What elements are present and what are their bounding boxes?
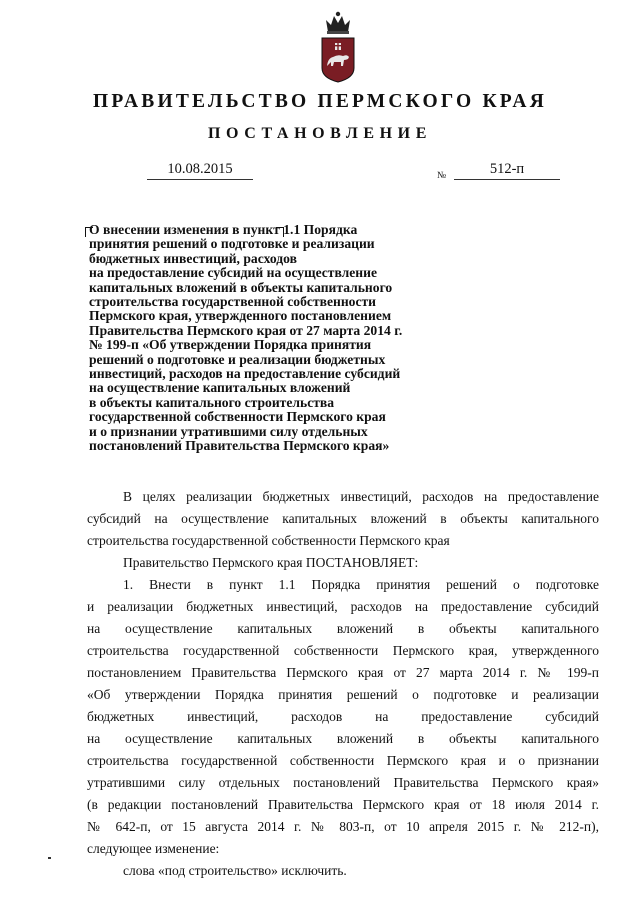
number-label: №	[437, 171, 447, 181]
subject-line: Правительства Пермского края от 27 марта 2014 г.	[89, 322, 403, 338]
paragraph-resolution	[87, 552, 599, 574]
subject-line: инвестиций, расходов на предоставление субсидий	[89, 366, 401, 382]
paragraph-item-1	[87, 574, 599, 860]
subject-line: государственной собственности Пермского края	[89, 409, 386, 425]
body-line: (в редакции постановлений Правительства Пермского края от 18 июля 2014 г.	[87, 797, 599, 812]
document-body	[87, 486, 599, 882]
document-type-title: ПОСТАНОВЛЕНИЕ	[208, 125, 432, 142]
subject-line: и о признании утратившими силу отдельных	[89, 423, 368, 439]
body-line: № 642-п, от 15 августа 2014 г. № 803-п, от 10 апреля 2015 г. № 212-п),	[87, 819, 599, 834]
subject-line: на осуществление капитальных вложений	[89, 380, 351, 396]
subject-line: в объекты капитального строительства	[89, 394, 335, 410]
body-line: «Об утверждении Порядка принятия решений о подготовке и реализации	[87, 687, 599, 702]
body-line: следующее изменение:	[87, 841, 220, 856]
subject-line: № 199-п «Об утверждении Порядка принятия	[89, 337, 372, 353]
document-subject	[89, 223, 479, 454]
body-line: на осуществление капитальных вложений в объекты капитального	[87, 621, 599, 636]
body-line: В целях реализации бюджетных инвестиций, расходов на предоставление	[123, 489, 599, 504]
coat-of-arms-icon	[319, 10, 357, 84]
subject-line: решений о подготовке и реализации бюджетных	[89, 351, 386, 367]
subject-line: на предоставление субсидий на осуществление	[89, 265, 377, 281]
body-line: строительства государственной собственности Пермского края и о признании	[87, 753, 599, 768]
body-line: слова «под строительство» исключить.	[123, 863, 347, 878]
organization-title: ПРАВИТЕЛЬСТВО ПЕРМСКОГО КРАЯ	[93, 91, 547, 112]
subject-line: капитальных вложений в объекты капитального	[89, 279, 393, 295]
subject-line: О внесении изменения в пункт 1.1 Порядка	[89, 222, 358, 237]
document-number: 512-п	[454, 161, 560, 180]
body-line: и реализации бюджетных инвестиций, расходов на предоставление субсидий	[87, 599, 599, 614]
subject-line: Пермского края, утвержденного постановлением	[89, 308, 392, 324]
document-date: 10.08.2015	[147, 161, 253, 180]
subject-line: строительства государственной собственности	[89, 294, 376, 310]
scan-speck	[48, 857, 51, 859]
paragraph-item-1-text	[87, 860, 599, 882]
body-line: строительства государственной собственности Пермского края	[87, 533, 450, 548]
body-line: 1. Внести в пункт 1.1 Порядка принятия решений о подготовке	[123, 577, 599, 592]
body-line: строительства государственной собственности Пермского края, утвержденного	[87, 643, 599, 658]
body-line: утратившими силу отдельных постановлений Правительства Пермского края»	[87, 775, 599, 790]
subject-line: бюджетных инвестиций, расходов	[89, 250, 297, 266]
body-line: постановлением Правительства Пермского края от 27 марта 2014 г. № 199-п	[87, 665, 599, 680]
body-line: бюджетных инвестиций, расходов на предоставление субсидий	[87, 709, 599, 724]
subject-line: принятия решений о подготовке и реализации	[89, 236, 375, 252]
body-line: на осуществление капитальных вложений в объекты капитального	[87, 731, 599, 746]
body-line: субсидий на осуществление капитальных вложений в объекты капитального	[87, 511, 599, 526]
body-line: Правительство Пермского края ПОСТАНОВЛЯЕТ:	[123, 555, 419, 570]
subject-line: постановлений Правительства Пермского края»	[89, 438, 390, 454]
paragraph-preamble	[87, 486, 599, 552]
